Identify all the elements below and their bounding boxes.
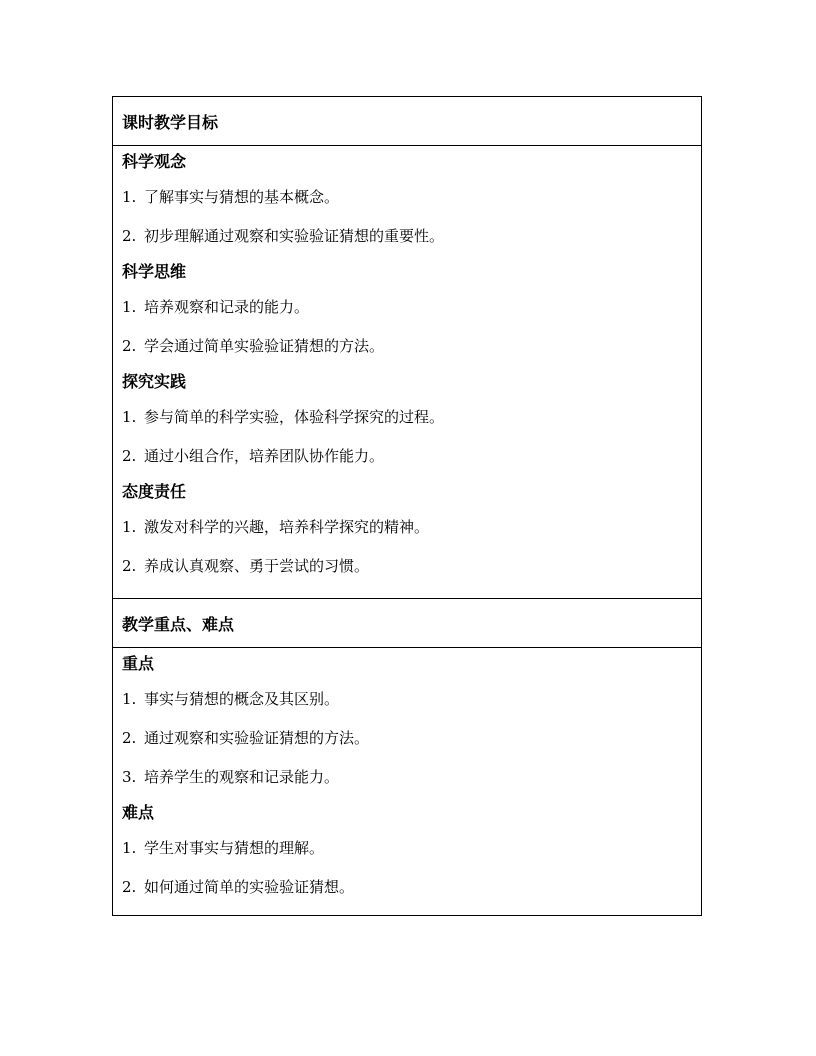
item-number: 3. xyxy=(122,768,137,786)
list-item xyxy=(122,217,701,256)
list-item xyxy=(122,719,701,758)
list-item xyxy=(122,398,701,437)
item-text: 激发对科学的兴趣，培养科学探究的精神。 xyxy=(144,518,430,536)
list-item xyxy=(122,829,701,868)
list-item xyxy=(122,868,701,907)
item-number: 2. xyxy=(122,557,137,575)
focus-title: 教学重点、难点 xyxy=(113,599,701,648)
item-number: 1. xyxy=(122,408,137,426)
objectives-heading-scientific-concepts: 科学观念 xyxy=(122,152,187,171)
item-number: 1. xyxy=(122,839,137,857)
list-item xyxy=(122,680,701,719)
item-text: 养成认真观察、勇于尝试的习惯。 xyxy=(144,557,370,575)
item-text: 事实与猜想的概念及其区别。 xyxy=(144,690,340,708)
list-item xyxy=(122,508,701,547)
item-number: 2. xyxy=(122,729,137,747)
item-text: 如何通过简单的实验验证猜想。 xyxy=(144,878,355,896)
list-item xyxy=(122,547,701,586)
item-text: 培养观察和记录的能力。 xyxy=(144,298,310,316)
objectives-heading-scientific-thinking: 科学思维 xyxy=(122,262,187,281)
item-number: 1. xyxy=(122,690,137,708)
item-text: 参与简单的科学实验，体验科学探究的过程。 xyxy=(144,408,445,426)
lesson-plan-table xyxy=(112,96,702,916)
item-text: 初步理解通过观察和实验验证猜想的重要性。 xyxy=(144,227,445,245)
item-number: 2. xyxy=(122,878,137,896)
item-number: 2. xyxy=(122,447,137,465)
item-text: 了解事实与猜想的基本概念。 xyxy=(144,188,340,206)
focus-heading-difficulties: 难点 xyxy=(122,803,155,822)
item-text: 通过小组合作，培养团队协作能力。 xyxy=(144,447,385,465)
list-item xyxy=(122,178,701,217)
focus-body xyxy=(113,648,701,915)
objectives-heading-inquiry-practice: 探究实践 xyxy=(122,372,187,391)
list-item xyxy=(122,758,701,797)
item-number: 2. xyxy=(122,227,137,245)
focus-heading-key-points: 重点 xyxy=(122,654,155,673)
objectives-title: 课时教学目标 xyxy=(113,97,701,146)
item-text: 通过观察和实验验证猜想的方法。 xyxy=(144,729,370,747)
objectives-heading-attitude-responsibility: 态度责任 xyxy=(122,482,187,501)
list-item xyxy=(122,327,701,366)
item-text: 培养学生的观察和记录能力。 xyxy=(144,768,340,786)
item-text: 学生对事实与猜想的理解。 xyxy=(144,839,325,857)
item-number: 1. xyxy=(122,518,137,536)
objectives-body xyxy=(113,146,701,599)
item-text: 学会通过简单实验验证猜想的方法。 xyxy=(144,337,385,355)
list-item xyxy=(122,437,701,476)
list-item xyxy=(122,288,701,327)
item-number: 1. xyxy=(122,188,137,206)
item-number: 2. xyxy=(122,337,137,355)
item-number: 1. xyxy=(122,298,137,316)
